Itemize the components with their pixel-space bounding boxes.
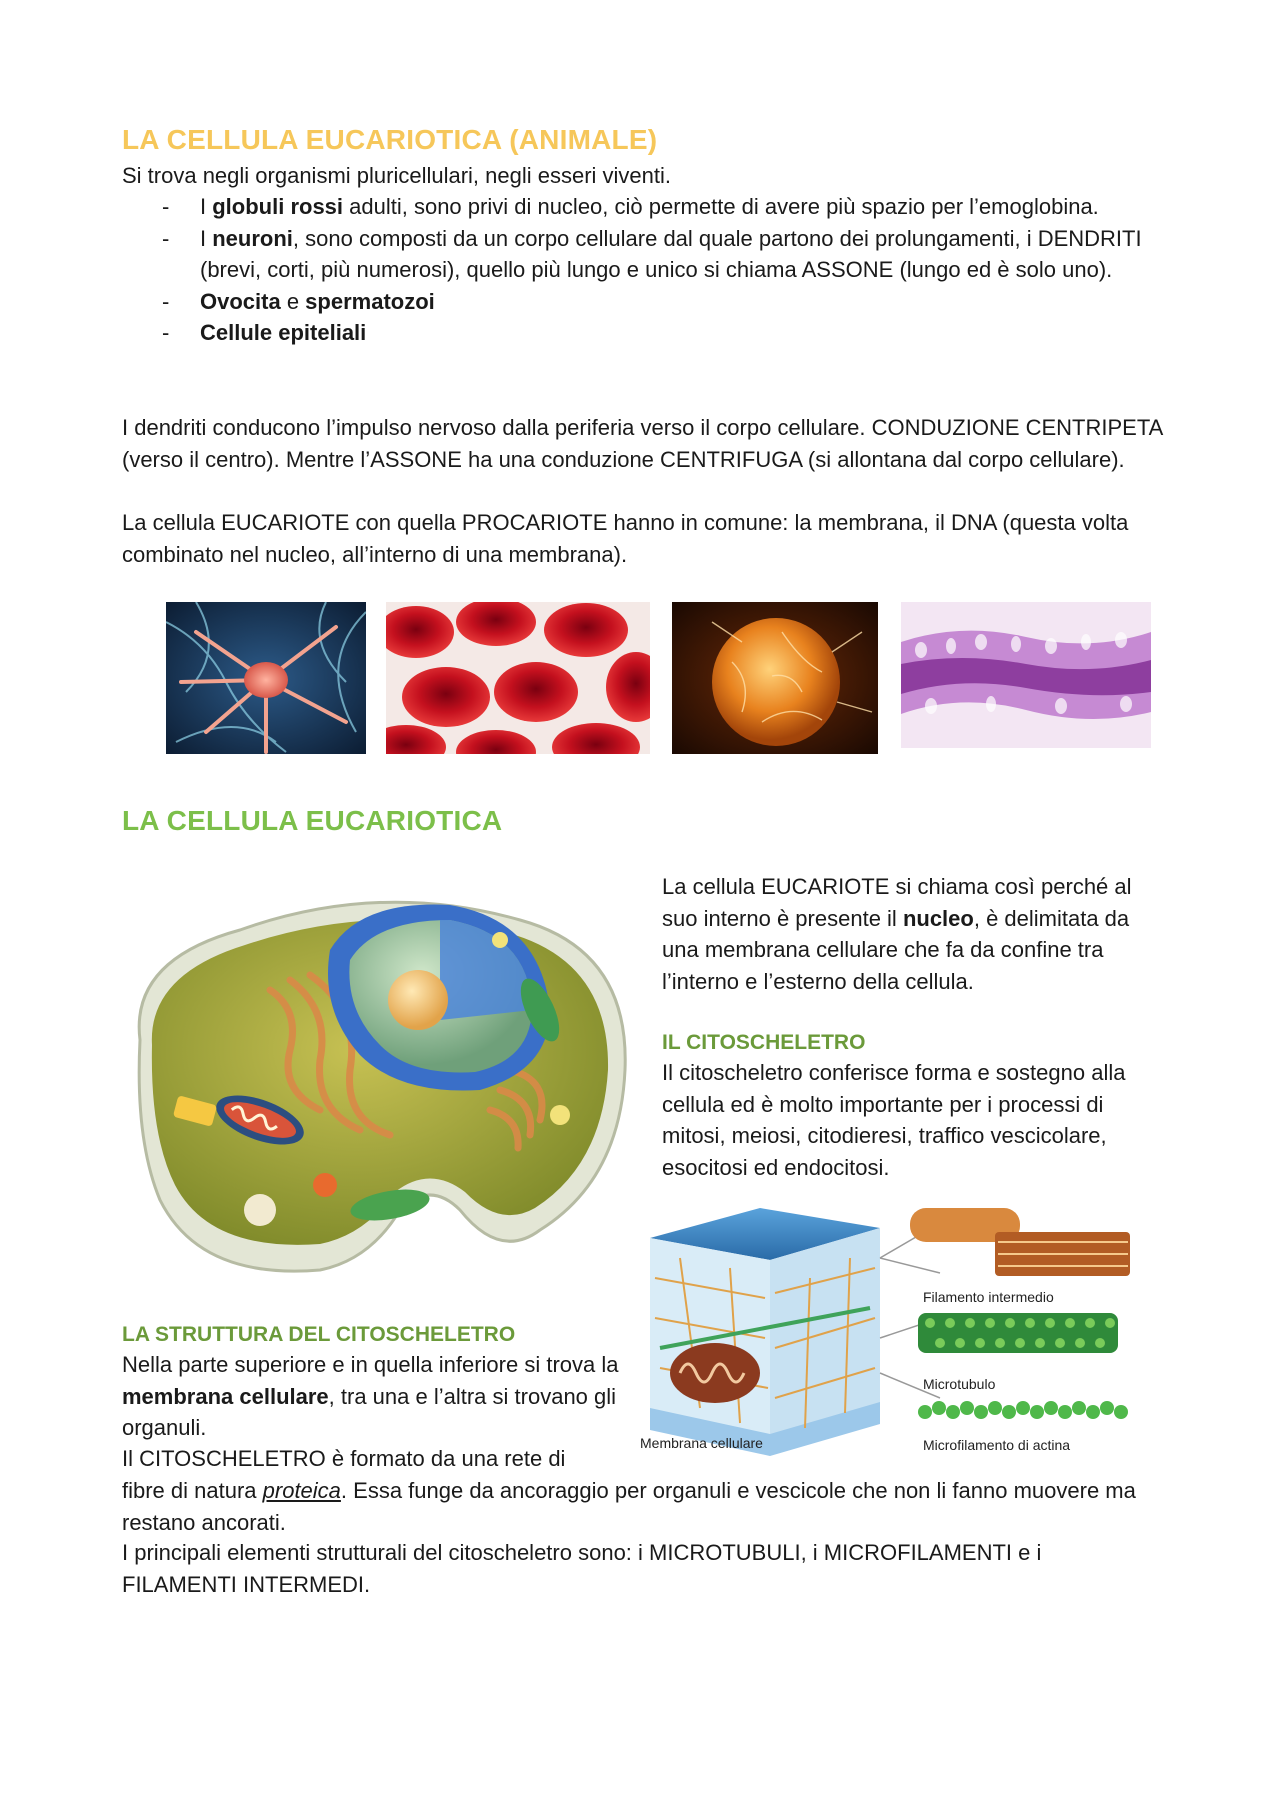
cytoskeleton-heading: IL CITOSCHELETRO [662, 1031, 866, 1054]
cytoskeleton-network-line: Il CITOSCHELETRO è formato da una rete di [122, 1446, 566, 1471]
epithelial-cells-image [901, 602, 1151, 748]
intro-text: Si trova negli organismi pluricellulari, negli esseri viventi. [122, 163, 672, 188]
eukaryote-description: La cellula EUCARIOTE si chiama così perché al suo interno è presente il nucleo, è delimitata da una membrana cellulare che fa da confine tra l’interno e l’esterno della cellula. [662, 874, 1132, 994]
section-title-animal-cell: LA CELLULA EUCARIOTICA (ANIMALE) [122, 124, 658, 155]
ovocyte-image [672, 602, 878, 754]
list-item: - I neuroni, sono composti da un corpo cellulare dal quale partono dei prolungamenti, i DENDRITI (brevi, corti, più numerosi), quello più lungo e unico si chiama ASSONE (lungo ed è solo uno). [122, 223, 1182, 286]
list-item: - Ovocita e spermatozoi [122, 286, 1182, 318]
eukaryotic-cell-illustration [120, 880, 640, 1290]
cytoskeleton-structure-heading: LA STRUTTURA DEL CITOSCHELETRO [122, 1323, 516, 1346]
label-intermediate-filament: Filamento intermedio [923, 1289, 1054, 1305]
common-features-text: La cellula EUCARIOTE con quella PROCARIOTE hanno in comune: la membrana, il DNA (questa volta combinato nel nucleo, all’interno di una membrana). [122, 510, 1129, 567]
label-microtubule: Microtubulo [923, 1376, 996, 1392]
cytoskeleton-elements-text: I principali elementi strutturali del citoscheletro sono: i MICROTUBULI, i MICROFILAMENTI e i FILAMENTI INTERMEDI. [122, 1540, 1042, 1597]
label-actin-microfilament: Microfilamento di actina [923, 1437, 1071, 1453]
red-blood-cells-image [386, 602, 650, 754]
cytoskeleton-diagram [640, 1198, 1145, 1460]
cytoskeleton-network-text: fibre di natura proteica. Essa funge da ancoraggio per organuli e vescicole che non li fanno muovere ma restano ancorati. [122, 1478, 1136, 1535]
list-item: - I globuli rossi adulti, sono privi di nucleo, ciò permette di avere più spazio per l’emoglobina. [122, 191, 1182, 223]
cytoskeleton-text: Il citoscheletro conferisce forma e sostegno alla cellula ed è molto importante per i processi di mitosi, meiosi, citodieresi, traffico vescicolare, esocitosi ed endocitosi. [662, 1060, 1126, 1180]
section-title-eukaryotic-cell: LA CELLULA EUCARIOTICA [122, 805, 503, 836]
neuron-image [166, 602, 366, 754]
cytoskeleton-structure-text: Nella parte superiore e in quella inferiore si trova la membrana cellulare, tra una e l’altra si trovano gli organuli. [122, 1352, 619, 1440]
dendrite-conduction-text: I dendriti conducono l’impulso nervoso dalla periferia verso il corpo cellulare. CONDUZIONE CENTRIPETA (verso il centro). Mentre l’ASSONE ha una conduzione CENTRIFUGA (si allontana dal corpo cellulare). [122, 415, 1163, 472]
cell-types-list [122, 191, 1182, 349]
label-cell-membrane: Membrana cellulare [640, 1435, 763, 1451]
list-item: - Cellule epiteliali [122, 317, 1182, 349]
